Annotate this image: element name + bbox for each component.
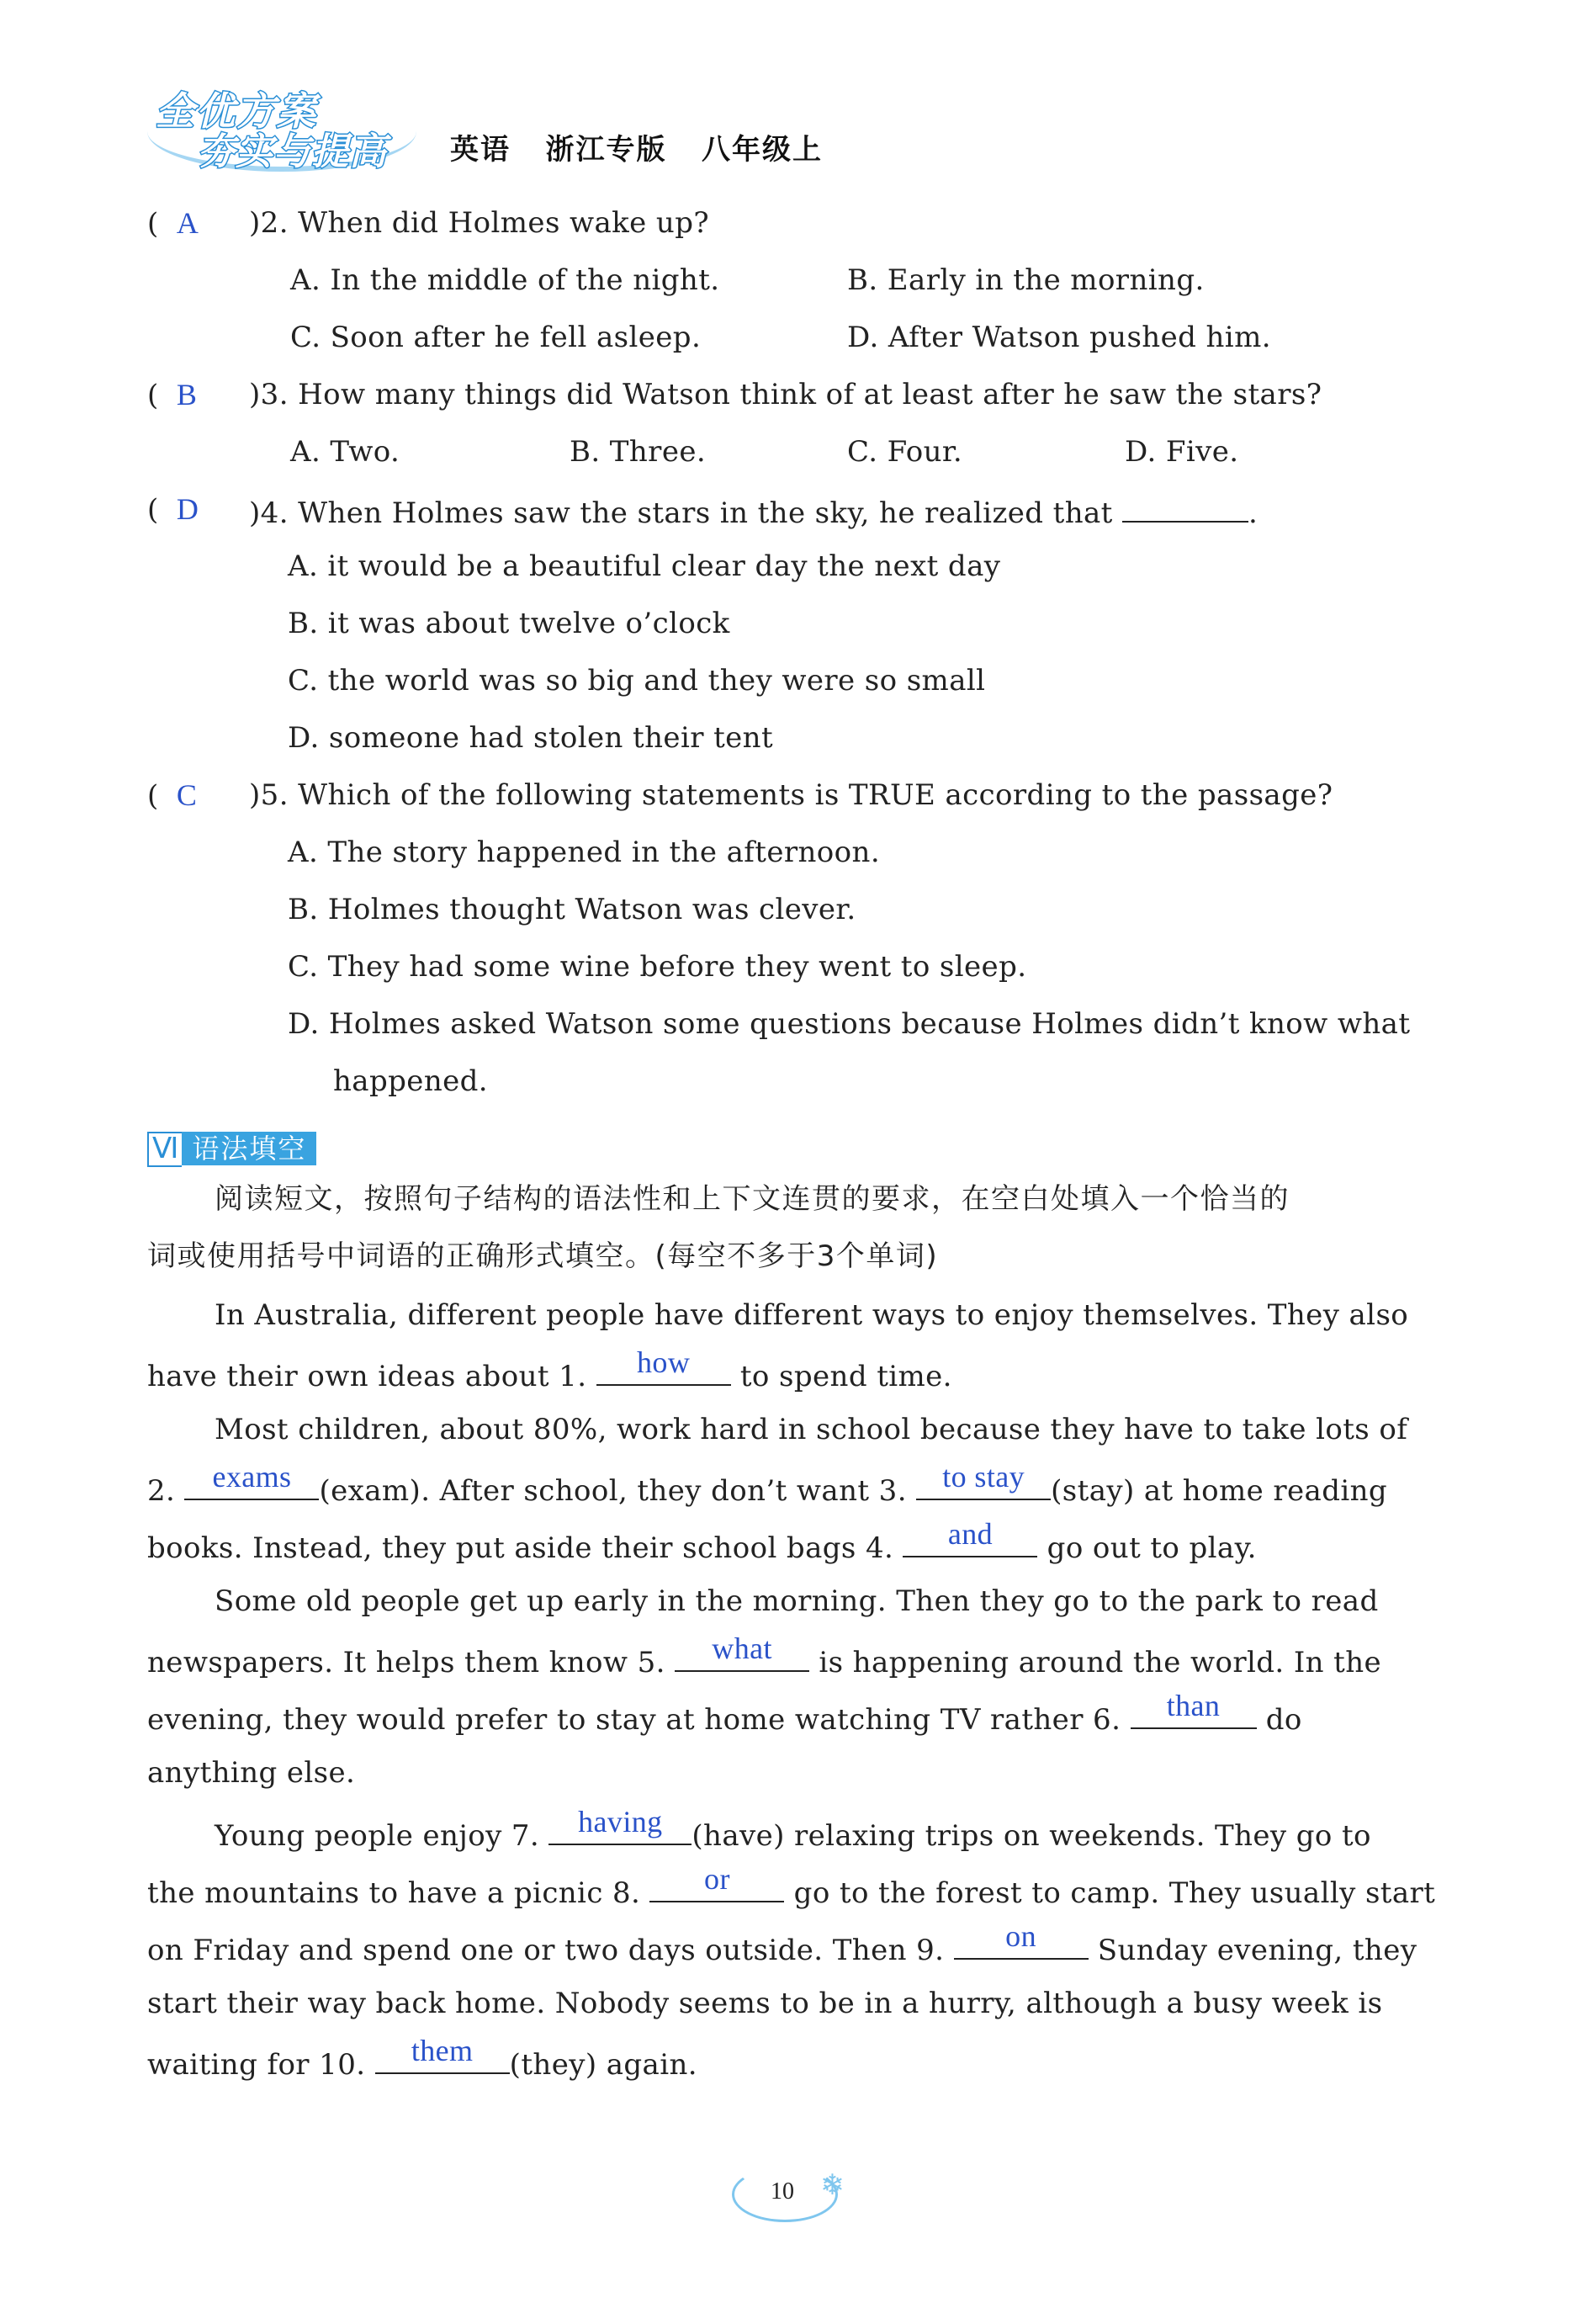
brand-logo	[147, 74, 416, 175]
blank-6-answer: than	[1166, 1689, 1221, 1722]
passage-p3-line3	[147, 1689, 1302, 1737]
question-3-option-d: D. Five.	[1125, 435, 1239, 469]
blank-3	[916, 1460, 1051, 1500]
question-4-option-d: D. someone had stolen their tent	[288, 721, 774, 755]
section-title: 语法填空	[182, 1132, 316, 1165]
question-4-stem-end: .	[1248, 496, 1259, 530]
question-4-option-a: A. it would be a beautiful clear day the next day	[288, 549, 1001, 583]
passage-text: (stay) at home reading	[1051, 1474, 1388, 1508]
passage-p3-line2	[147, 1632, 1382, 1679]
blank-1-answer: how	[637, 1345, 691, 1379]
blank-4	[903, 1517, 1037, 1557]
logo-line2: 夯实与提高	[198, 130, 387, 173]
passage-text: waiting for 10.	[147, 2048, 366, 2082]
passage-text: is happening around the world. In the	[819, 1646, 1382, 1679]
blank-1	[596, 1345, 731, 1386]
question-2-option-c: C. Soon after he fell asleep.	[290, 321, 702, 354]
question-4-option-c: C. the world was so big and they were so small	[288, 664, 986, 698]
question-3-option-a: A. Two.	[290, 435, 400, 469]
passage-p3-line4: anything else.	[147, 1756, 356, 1790]
blank-5-answer: what	[712, 1632, 772, 1665]
passage-p4-line2	[147, 1862, 1436, 1910]
blank-7-answer: having	[578, 1805, 663, 1839]
question-5-option-c: C. They had some wine before they went to sleep.	[288, 950, 1027, 984]
passage-p4-line3	[147, 1919, 1417, 1967]
blank-8	[649, 1862, 784, 1902]
blank-3-answer: to stay	[942, 1460, 1025, 1494]
question-4-marker: ( D	[147, 492, 199, 527]
question-2-answer: A	[176, 206, 199, 240]
passage-text: have their own ideas about 1.	[147, 1360, 587, 1393]
question-3-option-c: C. Four.	[847, 435, 963, 469]
question-3-answer: B	[176, 378, 197, 411]
passage-text: go to the forest to camp. They usually start	[793, 1876, 1436, 1910]
passage-p2-line3	[147, 1517, 1257, 1565]
blank-9-answer: on	[1005, 1919, 1036, 1953]
question-5-stem: )5. Which of the following statements is TRUE according to the passage?	[249, 778, 1333, 812]
blank-7	[548, 1805, 692, 1845]
passage-text: (exam). After school, they don’t want 3.	[319, 1474, 907, 1508]
logo-line1: 全优方案	[156, 88, 317, 134]
blank-6	[1131, 1689, 1257, 1729]
snowflake-icon: ❄	[820, 2168, 845, 2202]
question-3-stem: )3. How many things did Watson think of at least after he saw the stars?	[249, 378, 1322, 411]
section-badge	[147, 1132, 316, 1169]
page-number-badge	[732, 2167, 845, 2217]
passage-text: 2.	[147, 1474, 176, 1508]
question-2-option-a: A. In the middle of the night.	[290, 263, 720, 297]
page-header	[147, 74, 1493, 175]
question-4-answer: D	[176, 492, 199, 526]
blank-5	[675, 1632, 809, 1672]
instructions-line2: 词或使用括号中词语的正确形式填空。(每空不多于3个单词)	[147, 1239, 939, 1273]
question-5-option-d-cont: happened.	[333, 1064, 489, 1098]
section-number: Ⅵ	[147, 1132, 182, 1167]
passage-text: (have) relaxing trips on weekends. They go to	[692, 1819, 1371, 1853]
question-5-marker: ( C	[147, 778, 197, 813]
passage-p4-line4: start their way back home. Nobody seems to be in a hurry, although a busy week is	[147, 1987, 1383, 2020]
passage-p1-line2	[147, 1345, 952, 1393]
question-4-blank	[1122, 492, 1248, 523]
question-5-answer: C	[176, 778, 197, 812]
question-5-option-d: D. Holmes asked Watson some questions because Holmes didn’t know what	[288, 1007, 1411, 1041]
passage-p3-line1: Some old people get up early in the morning. Then they go to the park to read	[215, 1584, 1379, 1618]
passage-text: the mountains to have a picnic 8.	[147, 1876, 641, 1910]
passage-p2-line2	[147, 1460, 1388, 1508]
question-4-stem-text: )4. When Holmes saw the stars in the sky, he realized that	[249, 496, 1113, 530]
question-4-stem	[249, 492, 1258, 530]
passage-p4-line1	[215, 1805, 1371, 1853]
instructions-line1: 阅读短文，按照句子结构的语法性和上下文连贯的要求，在空白处填入一个恰当的	[215, 1182, 1290, 1216]
question-2-stem: )2. When did Holmes wake up?	[249, 206, 709, 240]
passage-text: on Friday and spend one or two days outside. Then 9.	[147, 1934, 945, 1967]
passage-text: to spend time.	[739, 1360, 952, 1393]
blank-4-answer: and	[947, 1517, 994, 1551]
header-title: 英语 浙江专版 八年级上	[450, 133, 824, 167]
blank-10-answer: them	[411, 2034, 474, 2067]
question-2-option-d: D. After Watson pushed him.	[847, 321, 1271, 354]
passage-p2-line1: Most children, about 80%, work hard in school because they have to take lots of	[215, 1413, 1408, 1446]
question-2-marker: ( A	[147, 206, 199, 241]
passage-text: go out to play.	[1047, 1531, 1257, 1565]
blank-2-answer: exams	[212, 1460, 292, 1494]
passage-text: (they) again.	[509, 2048, 697, 2082]
question-5-option-a: A. The story happened in the afternoon.	[288, 836, 881, 869]
question-3-option-b: B. Three.	[570, 435, 707, 469]
blank-10	[375, 2034, 510, 2074]
passage-p4-line5	[147, 2034, 697, 2082]
blank-2	[184, 1460, 319, 1500]
passage-text: newspapers. It helps them know 5.	[147, 1646, 665, 1679]
blank-8-answer: or	[704, 1862, 730, 1896]
passage-text: evening, they would prefer to stay at home watching TV rather 6.	[147, 1703, 1121, 1737]
page-number: 10	[771, 2178, 794, 2205]
passage-p1-line1: In Australia, different people have different ways to enjoy themselves. They also	[215, 1298, 1409, 1332]
question-5-option-b: B. Holmes thought Watson was clever.	[288, 893, 856, 926]
question-4-option-b: B. it was about twelve o’clock	[288, 607, 730, 640]
passage-text: Sunday evening, they	[1097, 1934, 1417, 1967]
question-2-option-b: B. Early in the morning.	[847, 263, 1205, 297]
passage-text: do	[1265, 1703, 1302, 1737]
blank-9	[954, 1919, 1089, 1960]
passage-text: Young people enjoy 7.	[215, 1819, 540, 1853]
passage-text: books. Instead, they put aside their school bags 4.	[147, 1531, 894, 1565]
question-3-marker: ( B	[147, 378, 197, 412]
